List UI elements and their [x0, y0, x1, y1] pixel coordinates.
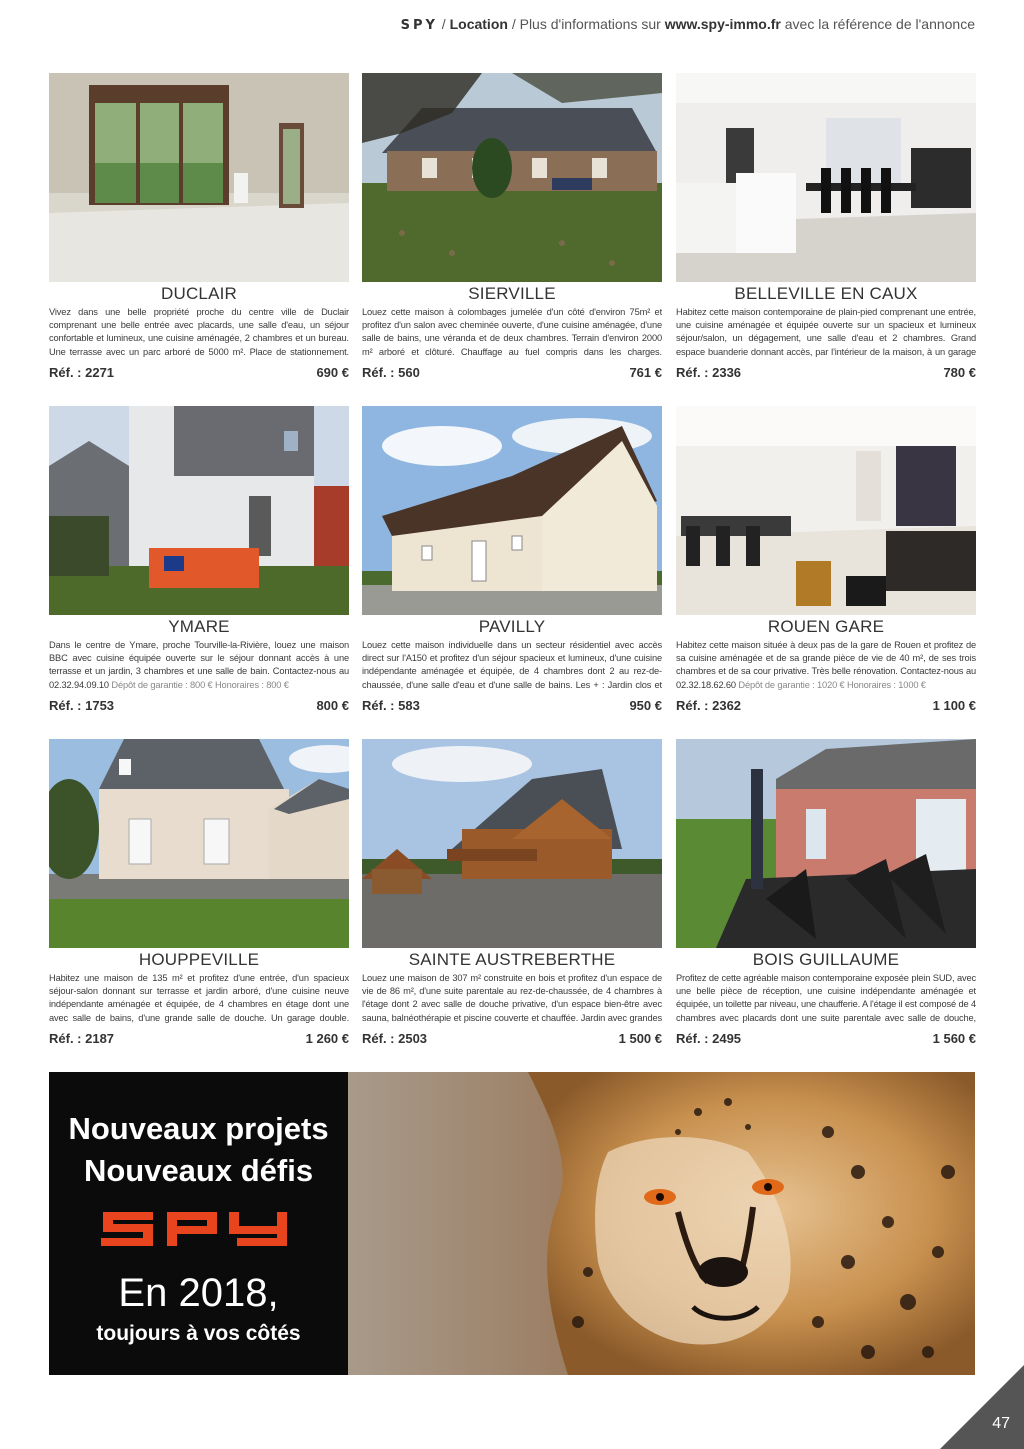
- listing-ref-row: [362, 1031, 662, 1046]
- header-website-link[interactable]: www.spy-immo.fr: [664, 16, 781, 32]
- listing-card[interactable]: [49, 406, 349, 713]
- listing-reference: Réf. : 2271: [49, 365, 115, 380]
- promo-headline-2: Nouveaux défis: [83, 1153, 314, 1188]
- promo-headline-1: Nouveaux projets: [68, 1111, 329, 1146]
- listing-city: BELLEVILLE EN CAUX: [734, 284, 918, 303]
- listing-description: [676, 972, 976, 1026]
- listing-city: BOIS GUILLAUME: [752, 950, 900, 969]
- listing-description: [362, 972, 662, 1026]
- listing-ref-row: [362, 698, 662, 713]
- listing-description: [49, 639, 349, 693]
- listing-description-text: Louez cette maison individuelle dans un secteur résidentiel avec accès direct sur l'A150 et profitez d'un séjour spacieux et lumineux, d'une cuisine indépendante aménagée et équipée, de 4 chambres dont 2 au rez-de-chaussée, d'une salle d'eau et d'une salle de bains. Les + : Jardin clos et: [362, 640, 662, 690]
- listing-photo[interactable]: [362, 73, 662, 282]
- listing-description-text: Habitez cette maison contemporaine de plain-pied comprenant une entrée, une cuisine aménagée et équipée ouverte sur un spacieux et lumineux séjour/salon, un dégagement, une salle d'eau et 2 chambres. Grand espace buanderie donnant accès, par l'intérieur de la maison, à un garage: [676, 307, 976, 357]
- listing-card[interactable]: [676, 739, 976, 1046]
- listing-photo[interactable]: [676, 73, 976, 282]
- listing-ref-row: [49, 698, 349, 713]
- listing-photo[interactable]: [676, 406, 976, 615]
- promo-tagline: toujours à vos côtés: [96, 1322, 301, 1345]
- listing-ref-row: [676, 1031, 976, 1046]
- listing-price: 780 €: [943, 365, 976, 380]
- header-separator: /: [507, 16, 520, 32]
- listing-photo[interactable]: [676, 739, 976, 948]
- listing-description-text: Habitez une maison de 135 m² et profitez d'une entrée, d'un spacieux séjour-salon donnant sur terrasse et jardin arboré, d'une cuisine neuve indépendante aménagée et équipée, de 4 chambres en étage dont une avec salle de bains, d'une grande salle de douche. Un garage double.: [49, 973, 349, 1023]
- listing-price: 950 €: [629, 698, 662, 713]
- listing-description-text: Louez une maison de 307 m² construite en bois et profitez d'un espace de vie de 86 m², d'une suite parentale au rez-de-chaussée, de 4 chambres à l'étage dont 2 avec salle de douche privative, d'un espace bien-être avec sauna, balnéothérapie et piscine couverte et chauffée. Jardin avec grandes: [362, 973, 662, 1023]
- listing-city: SIERVILLE: [468, 284, 556, 303]
- cheetah-photo: [348, 1072, 975, 1375]
- listing-fees: Dépôt de garantie : 1020 € Honoraires : 1000 €: [738, 679, 926, 690]
- page-corner: [940, 1365, 1024, 1449]
- listing-description: [49, 972, 349, 1026]
- listing-photo[interactable]: [49, 73, 349, 282]
- listing-price: 1 560 €: [932, 1031, 976, 1046]
- listing-ref-row: [49, 1031, 349, 1046]
- listing-photo[interactable]: [362, 406, 662, 615]
- listing-card[interactable]: [49, 73, 349, 380]
- listing-description: [362, 639, 662, 693]
- listing-price: 690 €: [316, 365, 349, 380]
- listing-city: YMARE: [168, 617, 230, 636]
- listing-description: [49, 306, 349, 360]
- listing-photo[interactable]: [49, 739, 349, 948]
- listing-reference: Réf. : 2495: [676, 1031, 742, 1046]
- listing-description: [676, 639, 976, 693]
- promo-year-line: En 2018,: [118, 1271, 279, 1315]
- header-info-prefix: Plus d'informations sur: [519, 16, 665, 32]
- listing-description-text: Vivez dans une belle propriété proche du centre ville de Duclair comprenant une belle entrée avec placards, une salle d'eau, un séjour confortable et lumineux, une cuisine aménagée, 2 chambres et un bureau. Une terrasse avec un parc arboré de 5000 m². Place de stationnement.: [49, 307, 349, 357]
- promo-banner: [49, 1072, 975, 1375]
- listing-description: [676, 306, 976, 360]
- listing-reference: Réf. : 1753: [49, 698, 115, 713]
- listing-reference: Réf. : 2503: [362, 1031, 428, 1046]
- listing-card[interactable]: [362, 406, 662, 713]
- listing-price: 1 500 €: [618, 1031, 662, 1046]
- page-header: [401, 16, 975, 33]
- listing-city: HOUPPEVILLE: [138, 950, 260, 969]
- listing-description-text: Profitez de cette agréable maison contemporaine exposée plein SUD, avec une belle pièce de réception, une cuisine indépendante aménagée et équipée, un toilette par niveau, une chaufferie. A l'étage il est composé de 4 chambres avec placards dont une suite parentale avec salle de douche,: [676, 973, 976, 1023]
- listing-reference: Réf. : 583: [362, 698, 420, 713]
- listing-price: 1 260 €: [305, 1031, 349, 1046]
- listing-ref-row: [362, 365, 662, 380]
- listing-card[interactable]: [49, 739, 349, 1046]
- header-logo: SPY: [400, 18, 438, 33]
- listing-ref-row: [676, 365, 976, 380]
- listing-reference: Réf. : 2336: [676, 365, 742, 380]
- listing-price: 761 €: [629, 365, 662, 380]
- listing-price: 1 100 €: [932, 698, 976, 713]
- listing-card[interactable]: [676, 406, 976, 713]
- listing-card[interactable]: [676, 73, 976, 380]
- listing-photo[interactable]: [49, 406, 349, 615]
- listing-city: SAINTE AUSTREBERTHE: [408, 950, 616, 969]
- listing-ref-row: [49, 365, 349, 380]
- listing-photo[interactable]: [362, 739, 662, 948]
- listing-description-text: Dans le centre de Ymare, proche Tourville-la-Rivière, louez une maison BBC avec cuisine équipée ouverte sur le séjour donnant accès à une terrasse et un jardin, 3 chambres et une salle de bain. Contactez-nous au 02.32.94.09.10: [49, 640, 349, 690]
- listing-description-text: Louez cette maison à colombages jumelée d'un côté d'environ 75m² et profitez d'un salon avec cheminée ouverte, d'une cuisine aménagée, d'une salle de bains, une véranda et de deux chambres. Terrain d'environ 2000 m² arboré et clôturé. Chauffage au fuel compris dans les charges.: [362, 307, 662, 357]
- listing-reference: Réf. : 2362: [676, 698, 742, 713]
- listing-city: ROUEN GARE: [767, 617, 885, 636]
- listing-ref-row: [676, 698, 976, 713]
- listing-city: DUCLAIR: [160, 284, 238, 303]
- listing-card[interactable]: [362, 739, 662, 1046]
- header-separator: /: [437, 16, 450, 32]
- promo-banner-text: [49, 1072, 348, 1375]
- header-info-suffix: avec la référence de l'annonce: [780, 16, 975, 32]
- header-section: Location: [449, 16, 508, 32]
- page-number: 47: [992, 1415, 1010, 1432]
- listing-fees: Dépôt de garantie : 800 € Honoraires : 800 €: [111, 679, 289, 690]
- listing-city: PAVILLY: [478, 617, 546, 636]
- listing-description: [362, 306, 662, 360]
- spy-logo: [99, 1202, 299, 1254]
- listing-reference: Réf. : 2187: [49, 1031, 115, 1046]
- listing-price: 800 €: [316, 698, 349, 713]
- listing-description-text: Habitez cette maison située à deux pas de la gare de Rouen et profitez de sa cuisine aménagée et de sa grande pièce de vie de 40 m², de ses trois chambres et de sa cour privative. Très belle rénovation. Contactez-nous au 02.32.18.62.60: [676, 640, 976, 690]
- listing-card[interactable]: [362, 73, 662, 380]
- listing-reference: Réf. : 560: [362, 365, 420, 380]
